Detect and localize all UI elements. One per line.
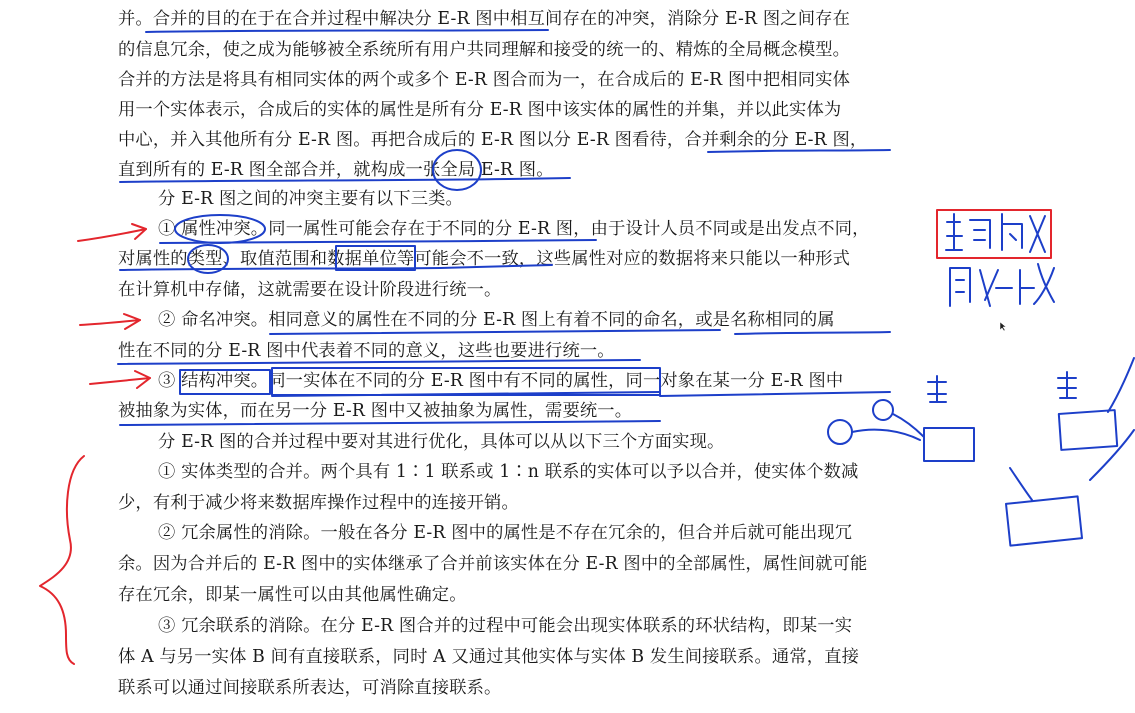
- text-line: 用一个实体表示，合成后的实体的属性是所有分 E-R 图中该实体的属性的并集，并以此实体为: [118, 100, 842, 120]
- text-line: 直到所有的 E-R 图全部合并，就构成一张全局 E-R 图。: [118, 160, 554, 180]
- text-line: 体 A 与另一实体 B 间有直接联系，同时 A 又通过其他实体与实体 B 发生间接联系。通常，直接: [118, 647, 860, 667]
- text-line: ③ 结构冲突。同一实体在不同的分 E-R 图中有不同的属性，同一对象在某一分 E-R 图中: [158, 371, 844, 391]
- text-line: ① 属性冲突。同一属性可能会存在于不同的分 E-R 图，由于设计人员不同或是出发点不同，: [158, 219, 870, 239]
- text-line: 并。合并的目的在于在合并过程中解决分 E-R 图中相互间存在的冲突，消除分 E-R 图之间存在: [118, 9, 851, 29]
- text-line: ① 实体类型的合并。两个具有 1∶1 联系或 1∶n 联系的实体可以予以合并，使实体个数减: [158, 462, 859, 482]
- text-line: 联系可以通过间接联系所表达，可消除直接联系。: [118, 678, 502, 698]
- text-line: 余。因为合并后的 E-R 图中的实体继承了合并前该实体在分 E-R 图中的全部属性，属性间就可能: [118, 554, 868, 574]
- text-line: 性在不同的分 E-R 图中代表着不同的意义，这些也要进行统一。: [118, 341, 615, 361]
- text-line: ③ 冗余联系的消除。在分 E-R 图合并的过程中可能会出现实体联系的环状结构，即某一实: [158, 616, 853, 636]
- text-line: 对属性的类型、取值范围和数据单位等可能会不一致，这些属性对应的数据将来只能以一种形式: [118, 249, 851, 269]
- text-line: 分 E-R 图之间的冲突主要有以下三类。: [158, 189, 463, 209]
- cursor-icon: [1000, 322, 1006, 331]
- text-line: 在计算机中存储，这就需要在设计阶段进行统一。: [118, 280, 502, 300]
- text-line: 被抽象为实体，而在另一分 E-R 图中又被抽象为属性，需要统一。: [118, 401, 633, 421]
- text-line: 的信息冗余，使之成为能够被全系统所有用户共同理解和接受的统一的、精炼的全局概念模型。: [118, 40, 851, 60]
- text-line: 合并的方法是将具有相同实体的两个或多个 E-R 图合而为一，在合成后的 E-R 图中把相同实体: [118, 70, 851, 90]
- text-line: 存在冗余，即某一属性可以由其他属性确定。: [118, 585, 467, 605]
- text-line: ② 冗余属性的消除。一般在各分 E-R 图中的属性是不存在冗余的，但合并后就可能出现冗: [158, 523, 853, 543]
- text-line: 分 E-R 图的合并过程中要对其进行优化，具体可以从以下三个方面实现。: [158, 432, 725, 452]
- text-line: ② 命名冲突。相同意义的属性在不同的分 E-R 图上有着不同的命名，或是名称相同的属: [158, 310, 835, 330]
- text-line: 少，有利于减少将来数据库操作过程中的连接开销。: [118, 493, 519, 513]
- text-line: 中心，并入其他所有分 E-R 图。再把合成后的 E-R 图以分 E-R 图看待，合并剩余的分 E-R 图，: [118, 130, 868, 150]
